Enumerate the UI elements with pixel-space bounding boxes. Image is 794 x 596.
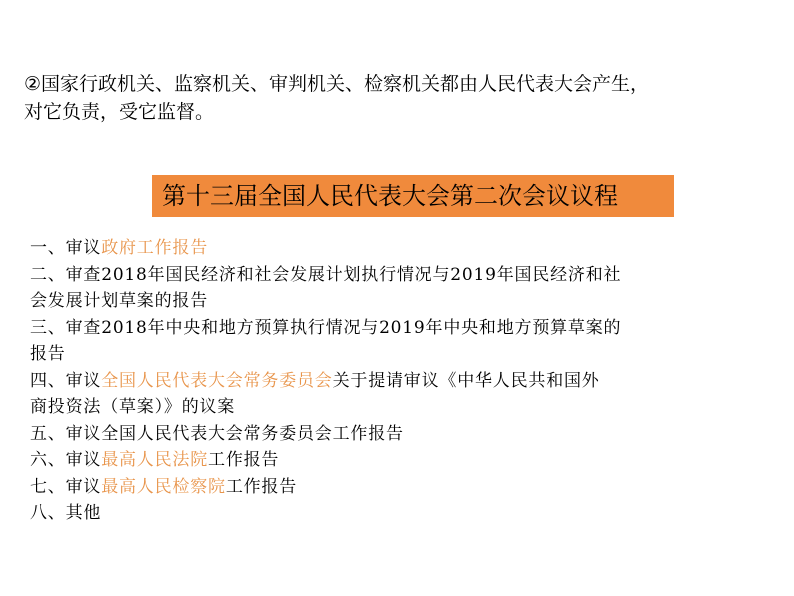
agenda-item-3-line-1: 三、审查2018年中央和地方预算执行情况与2019年中央和地方预算草案的 <box>30 317 622 338</box>
agenda-item-7-suffix: 工作报告 <box>225 476 298 497</box>
agenda-item-7 <box>30 474 760 501</box>
agenda-item-4-highlight: 全国人民代表大会常务委员会 <box>101 370 333 391</box>
agenda-item-4-suffix: 关于提请审议《中华人民共和国外 <box>332 370 600 391</box>
intro-line-2: 对它负责，受它监督。 <box>24 101 215 123</box>
agenda-item-4-prefix: 四、审议 <box>30 370 102 391</box>
agenda-item-2-line-2: 会发展计划草案的报告 <box>30 291 208 311</box>
agenda-item-7-prefix: 七、审议 <box>30 476 102 497</box>
agenda-item-6-suffix: 工作报告 <box>208 450 280 470</box>
agenda-item-5: 五、审议全国人民代表大会常务委员会工作报告 <box>30 423 404 444</box>
agenda-item-6-prefix: 六、审议 <box>30 450 102 470</box>
agenda-item-2-line-1: 二、审查2018年国民经济和社会发展计划执行情况与2019年国民经济和社 <box>30 264 622 285</box>
agenda-title: 第十三届全国人民代表大会第二次会议议程 <box>152 175 674 217</box>
agenda-list <box>30 235 760 527</box>
agenda-item-6 <box>30 447 760 474</box>
agenda-item-3-line-2: 报告 <box>30 344 66 364</box>
agenda-item-7-highlight: 最高人民检察院 <box>101 476 226 497</box>
intro-line-1: ②国家行政机关、监察机关、审判机关、检察机关都由人民代表大会产生， <box>24 73 650 95</box>
agenda-item-4-line-1 <box>30 368 760 395</box>
agenda-item-4-line-2: 商投资法（草案）》的议案 <box>30 397 236 417</box>
agenda-item-1-prefix: 一、审议 <box>30 238 102 258</box>
agenda-item-1-highlight: 政府工作报告 <box>101 238 209 258</box>
agenda-item-6-highlight: 最高人民法院 <box>101 450 209 470</box>
intro-paragraph <box>24 70 774 126</box>
agenda-item-1 <box>30 235 760 262</box>
agenda-item-8: 八、其他 <box>30 503 102 523</box>
